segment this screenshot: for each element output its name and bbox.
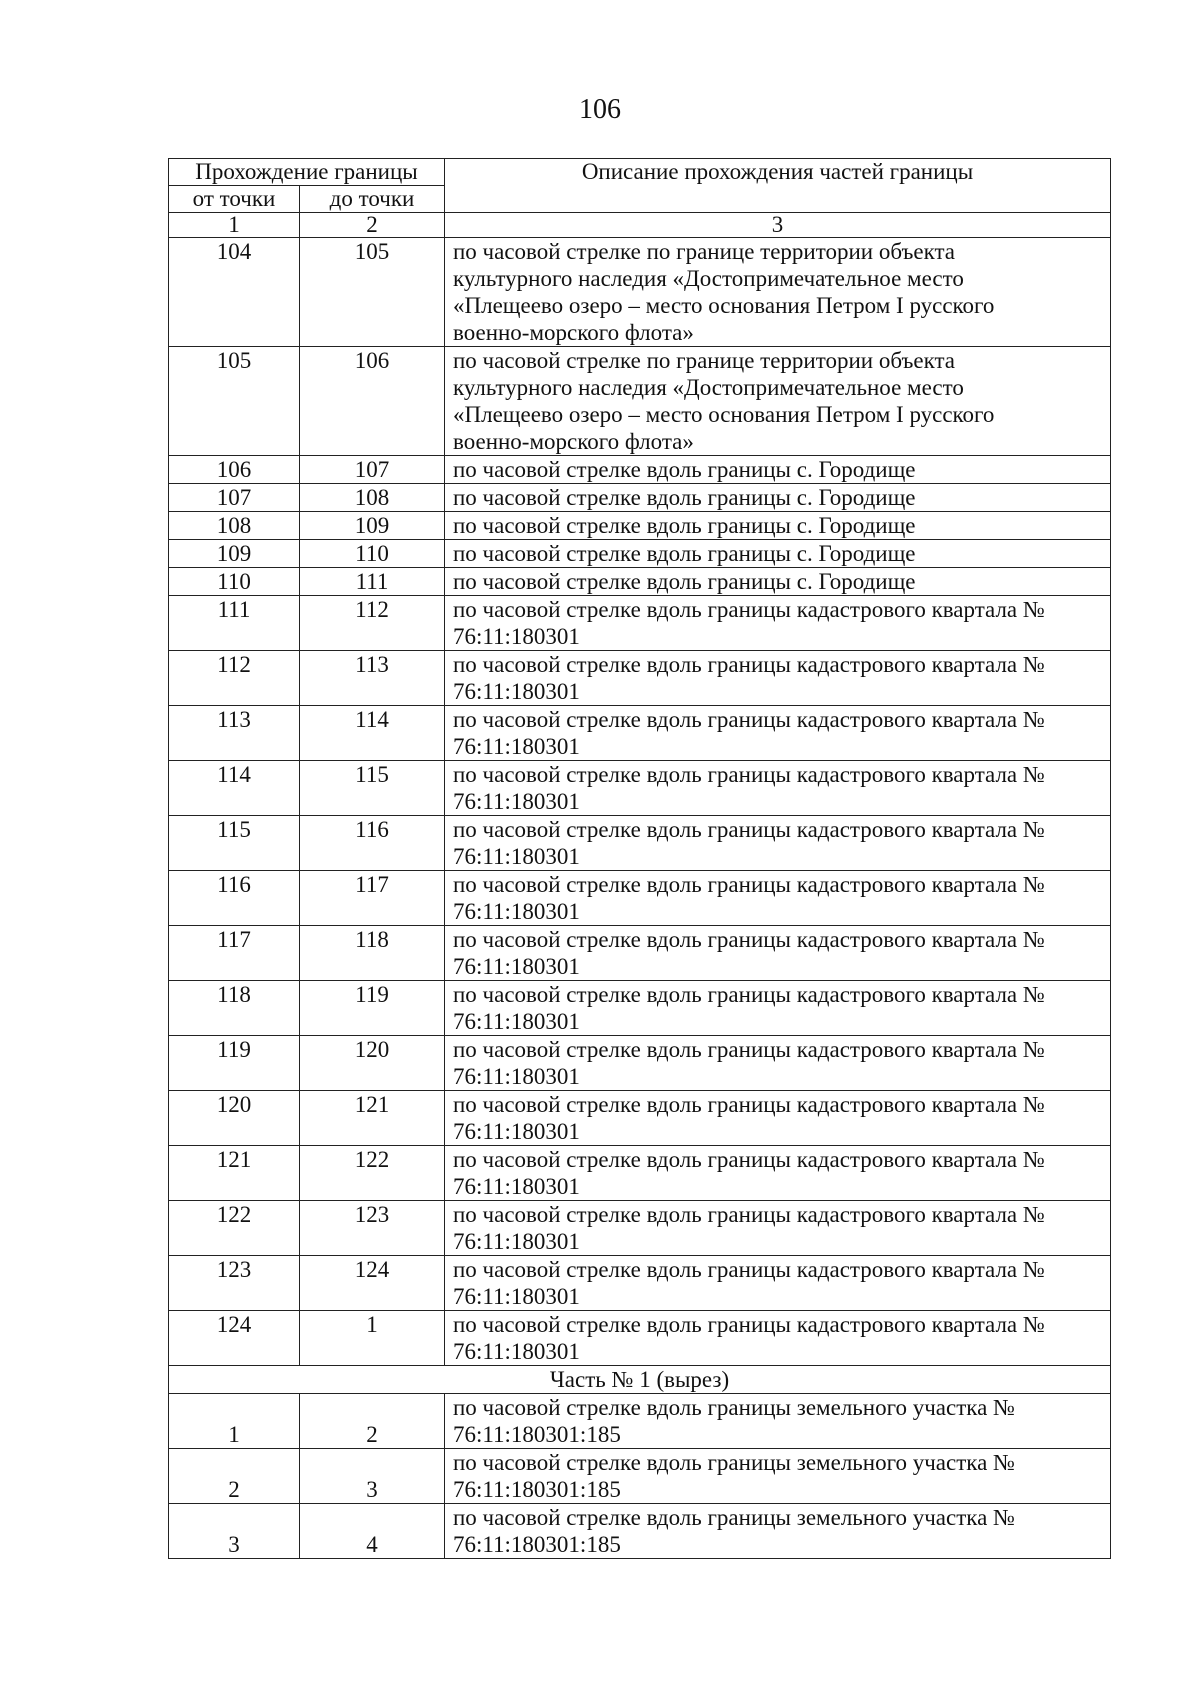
table-row — [169, 1036, 1111, 1091]
description-cell — [445, 484, 1111, 512]
description-cell — [445, 981, 1111, 1036]
table-row — [169, 1504, 1111, 1559]
table-body — [169, 213, 1111, 1559]
column-number-1: 1 — [169, 213, 300, 238]
section-row — [169, 1366, 1111, 1394]
table-row — [169, 347, 1111, 456]
description-line: 76:11:180301 — [453, 624, 580, 649]
to-point-cell: 113 — [300, 651, 445, 706]
description-line: по часовой стрелке вдоль границы кадастрового квартала № — [453, 597, 1045, 622]
from-point-header: от точки — [169, 186, 300, 213]
from-point-cell: 1 — [169, 1394, 300, 1449]
description-cell — [445, 347, 1111, 456]
to-point-cell: 111 — [300, 568, 445, 596]
to-point-cell: 124 — [300, 1256, 445, 1311]
description-cell — [445, 238, 1111, 347]
to-point-cell: 115 — [300, 761, 445, 816]
table-row — [169, 651, 1111, 706]
from-point-cell: 124 — [169, 1311, 300, 1366]
from-point-cell: 117 — [169, 926, 300, 981]
description-cell — [445, 1091, 1111, 1146]
description-line: культурного наследия «Достопримечательное место — [453, 266, 964, 291]
from-point-cell: 107 — [169, 484, 300, 512]
description-cell — [445, 1256, 1111, 1311]
table-row — [169, 1311, 1111, 1366]
description-line: по часовой стрелке вдоль границы с. Городище — [453, 513, 916, 538]
table-row — [169, 540, 1111, 568]
to-point-cell: 121 — [300, 1091, 445, 1146]
description-line: 76:11:180301:185 — [453, 1422, 621, 1447]
description-line: по часовой стрелке вдоль границы кадастрового квартала № — [453, 1092, 1045, 1117]
table-row — [169, 871, 1111, 926]
table-row — [169, 596, 1111, 651]
from-point-cell: 105 — [169, 347, 300, 456]
description-line: по часовой стрелке вдоль границы с. Городище — [453, 457, 916, 482]
table-row — [169, 761, 1111, 816]
description-cell — [445, 596, 1111, 651]
description-line: 76:11:180301:185 — [453, 1532, 621, 1557]
to-point-cell: 114 — [300, 706, 445, 761]
description-cell — [445, 1146, 1111, 1201]
table-header — [169, 159, 1111, 213]
description-cell — [445, 540, 1111, 568]
description-cell — [445, 568, 1111, 596]
to-point-cell: 108 — [300, 484, 445, 512]
description-line: 76:11:180301 — [453, 1284, 580, 1309]
to-point-cell: 112 — [300, 596, 445, 651]
column-number-row — [169, 213, 1111, 238]
table-row — [169, 238, 1111, 347]
description-cell — [445, 816, 1111, 871]
description-cell — [445, 761, 1111, 816]
table-row — [169, 1146, 1111, 1201]
boundary-table — [168, 158, 1111, 1559]
from-point-cell: 118 — [169, 981, 300, 1036]
page-number: 106 — [579, 94, 621, 125]
description-line: 76:11:180301:185 — [453, 1477, 621, 1502]
description-line: по часовой стрелке вдоль границы кадастрового квартала № — [453, 1037, 1045, 1062]
to-point-cell: 110 — [300, 540, 445, 568]
from-point-cell: 123 — [169, 1256, 300, 1311]
table-row — [169, 1091, 1111, 1146]
table-row — [169, 1449, 1111, 1504]
column-number-2: 2 — [300, 213, 445, 238]
description-line: культурного наследия «Достопримечательное место — [453, 375, 964, 400]
description-line: 76:11:180301 — [453, 679, 580, 704]
to-point-cell: 1 — [300, 1311, 445, 1366]
table-row — [169, 1394, 1111, 1449]
description-line: по часовой стрелке по границе территории объекта — [453, 348, 956, 373]
description-line: по часовой стрелке вдоль границы с. Городище — [453, 485, 916, 510]
description-cell — [445, 706, 1111, 761]
description-line: 76:11:180301 — [453, 1229, 580, 1254]
description-line: по часовой стрелке вдоль границы кадастрового квартала № — [453, 652, 1045, 677]
to-point-cell: 106 — [300, 347, 445, 456]
from-point-cell: 121 — [169, 1146, 300, 1201]
description-line: по часовой стрелке вдоль границы земельного участка № — [453, 1395, 1015, 1420]
to-point-cell: 3 — [300, 1449, 445, 1504]
description-cell — [445, 1449, 1111, 1504]
description-line: по часовой стрелке вдоль границы с. Городище — [453, 541, 916, 566]
description-line: 76:11:180301 — [453, 844, 580, 869]
to-point-cell: 122 — [300, 1146, 445, 1201]
description-line: по часовой стрелке вдоль границы кадастрового квартала № — [453, 872, 1045, 897]
description-cell — [445, 456, 1111, 484]
description-line: по часовой стрелке вдоль границы кадастрового квартала № — [453, 982, 1045, 1007]
table-row — [169, 568, 1111, 596]
description-line: по часовой стрелке вдоль границы кадастрового квартала № — [453, 817, 1045, 842]
description-line: по часовой стрелке вдоль границы кадастрового квартала № — [453, 762, 1045, 787]
to-point-cell: 107 — [300, 456, 445, 484]
to-point-cell: 109 — [300, 512, 445, 540]
table-row — [169, 926, 1111, 981]
table-row — [169, 484, 1111, 512]
description-cell — [445, 512, 1111, 540]
from-point-cell: 3 — [169, 1504, 300, 1559]
boundary-group-header: Прохождение границы — [169, 159, 445, 186]
to-point-cell: 116 — [300, 816, 445, 871]
description-line: 76:11:180301 — [453, 1119, 580, 1144]
description-cell — [445, 651, 1111, 706]
description-line: 76:11:180301 — [453, 1064, 580, 1089]
from-point-cell: 2 — [169, 1449, 300, 1504]
description-line: 76:11:180301 — [453, 1339, 580, 1364]
from-point-cell: 104 — [169, 238, 300, 347]
table-row — [169, 816, 1111, 871]
from-point-cell: 120 — [169, 1091, 300, 1146]
description-line: по часовой стрелке вдоль границы кадастрового квартала № — [453, 1257, 1045, 1282]
description-cell — [445, 1394, 1111, 1449]
to-point-cell: 4 — [300, 1504, 445, 1559]
from-point-cell: 106 — [169, 456, 300, 484]
table-row — [169, 1201, 1111, 1256]
from-point-cell: 114 — [169, 761, 300, 816]
table-row — [169, 706, 1111, 761]
description-line: по часовой стрелке вдоль границы кадастрового квартала № — [453, 707, 1045, 732]
description-line: 76:11:180301 — [453, 734, 580, 759]
from-point-cell: 111 — [169, 596, 300, 651]
section-title: Часть № 1 (вырез) — [169, 1366, 1111, 1394]
to-point-cell: 105 — [300, 238, 445, 347]
description-cell — [445, 1036, 1111, 1091]
description-line: военно-морского флота» — [453, 320, 694, 345]
description-line: 76:11:180301 — [453, 1009, 580, 1034]
description-line: по часовой стрелке вдоль границы кадастрового квартала № — [453, 1147, 1045, 1172]
to-point-cell: 118 — [300, 926, 445, 981]
description-line: «Плещеево озеро – место основания Петром I русского — [453, 293, 995, 318]
column-number-3: 3 — [445, 213, 1111, 238]
from-point-cell: 113 — [169, 706, 300, 761]
from-point-cell: 119 — [169, 1036, 300, 1091]
to-point-cell: 120 — [300, 1036, 445, 1091]
description-line: 76:11:180301 — [453, 789, 580, 814]
to-point-cell: 117 — [300, 871, 445, 926]
description-cell — [445, 1311, 1111, 1366]
table-row — [169, 512, 1111, 540]
description-cell — [445, 871, 1111, 926]
description-line: по часовой стрелке по границе территории объекта — [453, 239, 956, 264]
from-point-cell: 115 — [169, 816, 300, 871]
description-line: «Плещеево озеро – место основания Петром I русского — [453, 402, 995, 427]
from-point-cell: 109 — [169, 540, 300, 568]
description-header: Описание прохождения частей границы — [445, 159, 1111, 213]
description-line: по часовой стрелке вдоль границы кадастрового квартала № — [453, 1202, 1045, 1227]
description-line: по часовой стрелке вдоль границы земельного участка № — [453, 1450, 1015, 1475]
description-line: 76:11:180301 — [453, 1174, 580, 1199]
description-line: по часовой стрелке вдоль границы кадастрового квартала № — [453, 927, 1045, 952]
description-line: 76:11:180301 — [453, 899, 580, 924]
description-cell — [445, 926, 1111, 981]
description-line: военно-морского флота» — [453, 429, 694, 454]
to-point-header: до точки — [300, 186, 445, 213]
table-row — [169, 1256, 1111, 1311]
to-point-cell: 2 — [300, 1394, 445, 1449]
description-line: по часовой стрелке вдоль границы с. Городище — [453, 569, 916, 594]
table-row — [169, 456, 1111, 484]
from-point-cell: 112 — [169, 651, 300, 706]
table-row — [169, 981, 1111, 1036]
description-cell — [445, 1504, 1111, 1559]
description-line: по часовой стрелке вдоль границы земельного участка № — [453, 1505, 1015, 1530]
from-point-cell: 110 — [169, 568, 300, 596]
to-point-cell: 123 — [300, 1201, 445, 1256]
description-line: 76:11:180301 — [453, 954, 580, 979]
to-point-cell: 119 — [300, 981, 445, 1036]
description-line: по часовой стрелке вдоль границы кадастрового квартала № — [453, 1312, 1045, 1337]
from-point-cell: 116 — [169, 871, 300, 926]
from-point-cell: 122 — [169, 1201, 300, 1256]
description-cell — [445, 1201, 1111, 1256]
from-point-cell: 108 — [169, 512, 300, 540]
